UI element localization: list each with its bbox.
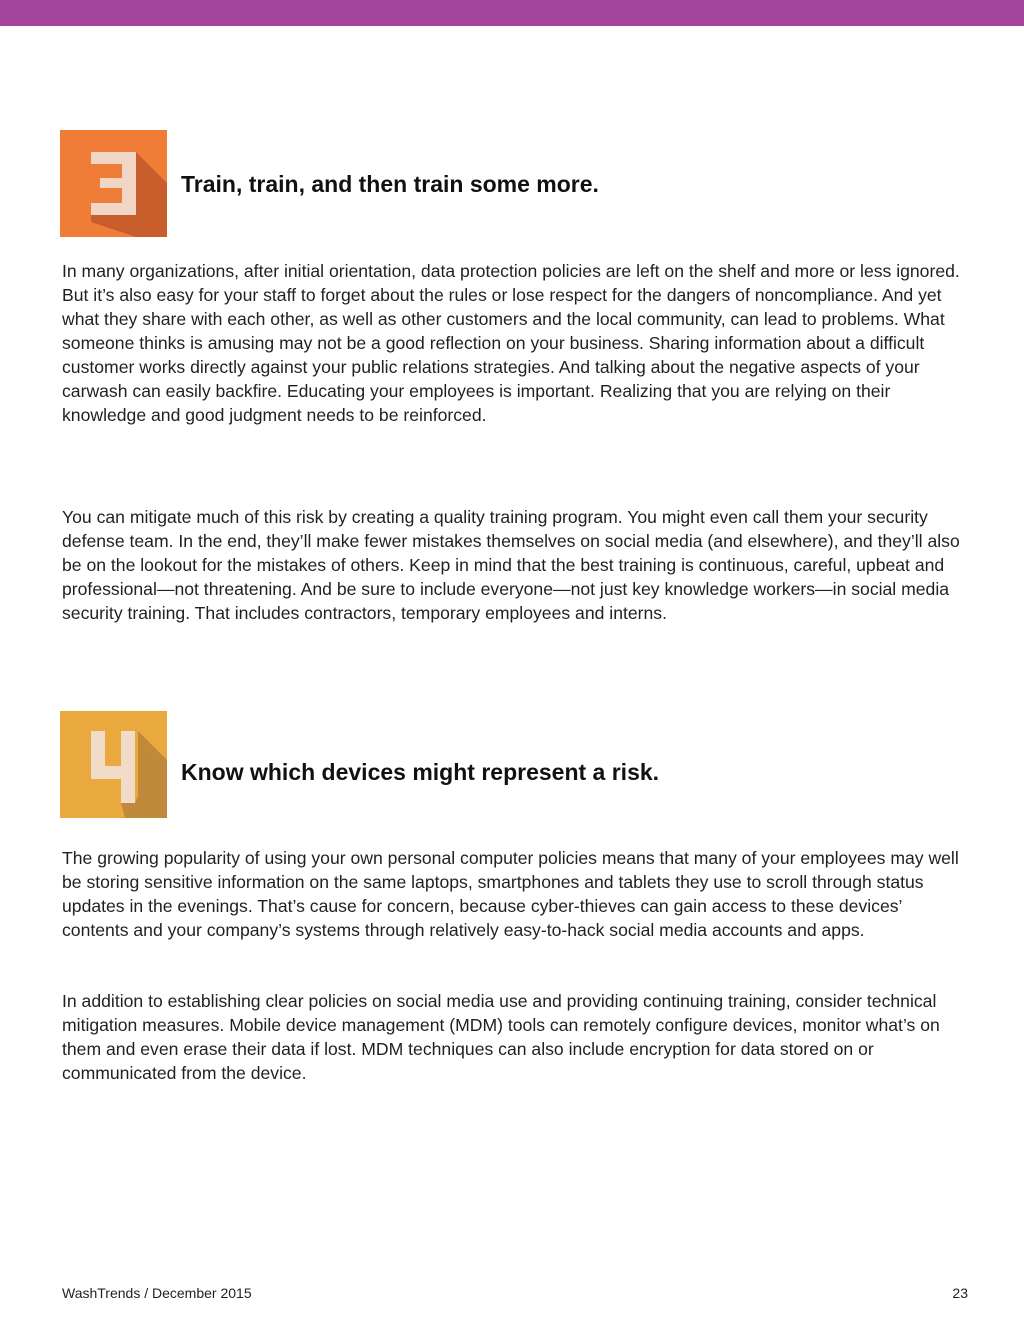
- section-3-paragraph-2: You can mitigate much of this risk by creating a quality training program. You might even call them your security defense team. In the end, they’ll make fewer mistakes themselves on social media (and elsewhere), and they’ll also be on the lookout for the mistakes of others. Keep in mind that the best training is continuous, careful, upbeat and professional—not threatening. And be sure to include everyone—not just key knowledge workers—in social media security training. That includes contractors, temporary employees and interns.: [62, 507, 960, 623]
- section-3-paragraph-1: In many organizations, after initial orientation, data protection policies are left on the shelf and more or less ignored. But it’s also easy for your staff to forget about the rules or lose respect for the dangers of noncompliance. And yet what they share with each other, as well as other customers and the local community, can lead to problems. What someone thinks is amusing may not be a good reflection on your business. Sharing information about a difficult customer works directly against your public relations strategies. And talking about the negative aspects of your carwash can easily backfire. Educating your employees is important. Realizing that you are relying on their knowledge and good judgment needs to be reinforced.: [62, 261, 960, 425]
- footer-publication: WashTrends / December 2015: [62, 1285, 252, 1301]
- footer-page-number: 23: [952, 1285, 968, 1301]
- number-4-badge-icon: [60, 711, 167, 818]
- section-4-heading: Know which devices might represent a risk.: [181, 759, 660, 785]
- section-3-heading: Train, train, and then train some more.: [181, 171, 599, 197]
- number-3-badge-icon: [60, 130, 167, 237]
- section-4-paragraph-2: In addition to establishing clear policies on social media use and providing continuing training, consider technical mitigation measures. Mobile device management (MDM) tools can remotely configure devices, monitor what’s on them and even erase their data if lost. MDM techniques can also include encryption for data stored on or communicated from the device.: [62, 991, 940, 1083]
- top-accent-bar: [0, 0, 1024, 26]
- section-4-paragraph-1: The growing popularity of using your own personal computer policies means that many of your employees may well be storing sensitive information on the same laptops, smartphones and tablets they use to scroll through status updates in the evenings. That’s cause for concern, because cyber-thieves can gain access to these devices’ contents and your company’s systems through relatively easy-to-hack social media accounts and apps.: [62, 848, 959, 940]
